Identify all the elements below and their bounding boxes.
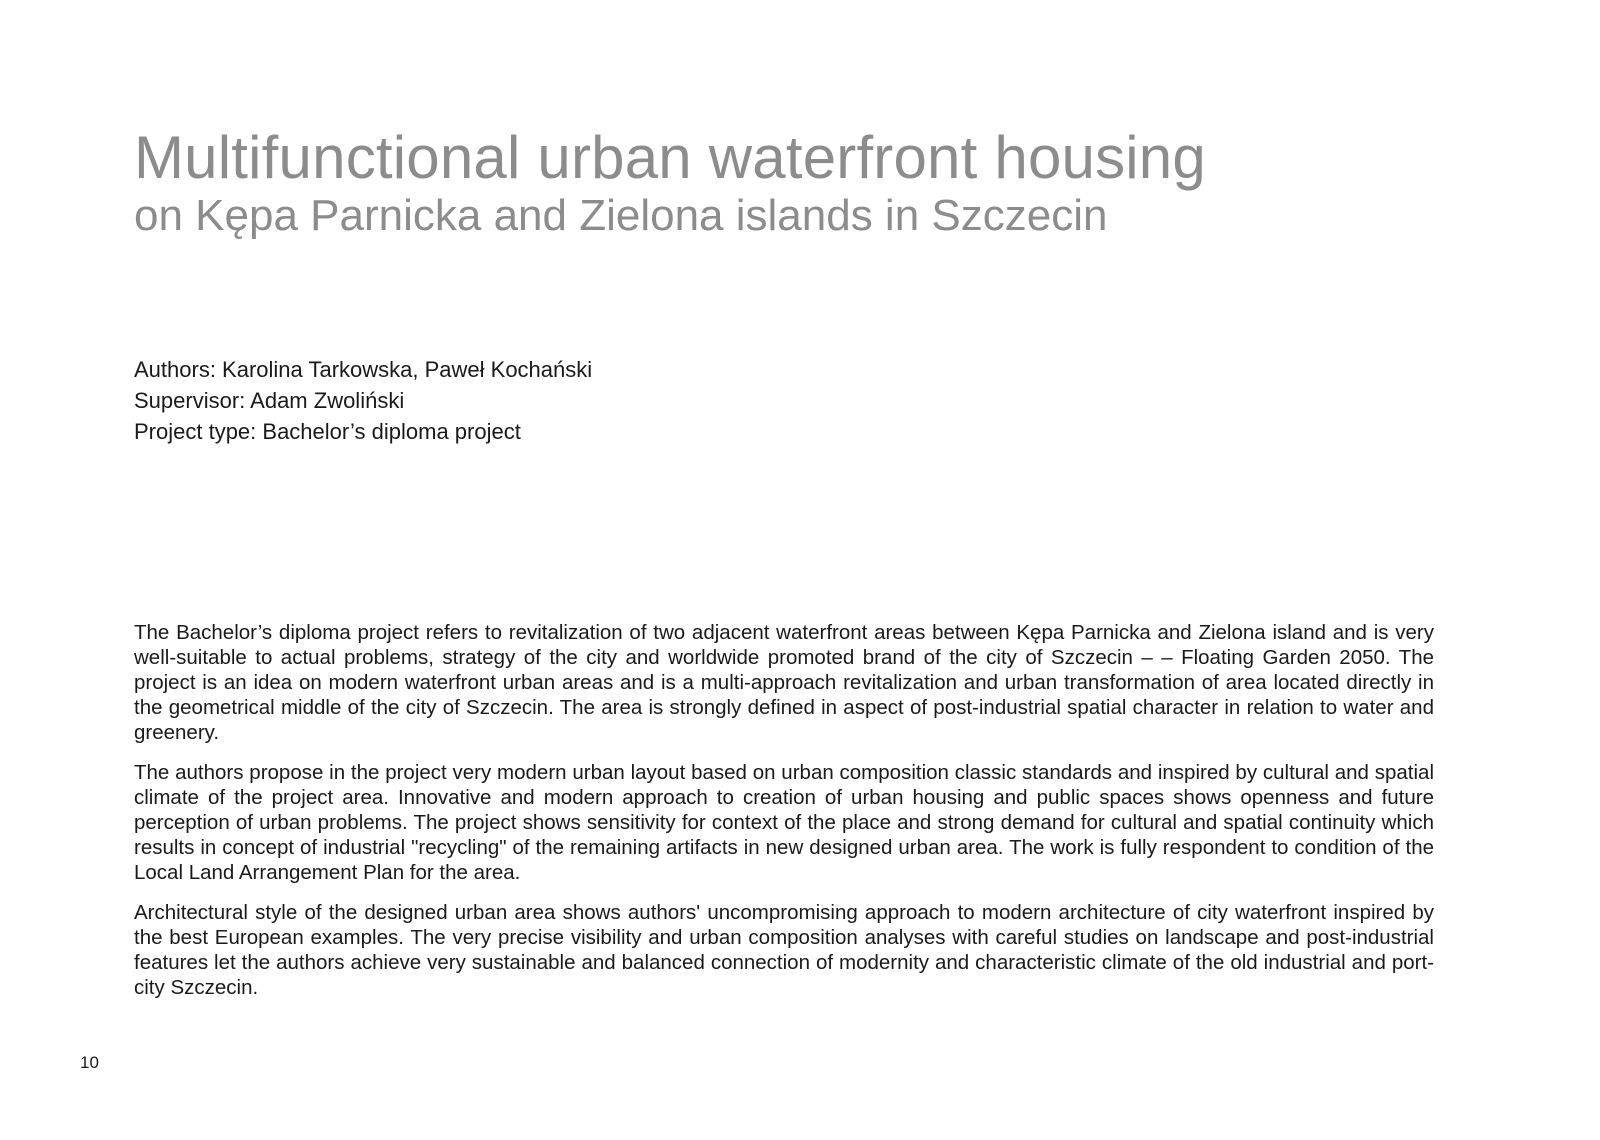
project-type-line: Project type: Bachelor’s diploma project [134, 419, 521, 444]
supervisor-line: Supervisor: Adam Zwoliński [134, 388, 405, 413]
body-paragraph-3: Architectural style of the designed urban area shows authors' uncompromising approach to modern architecture of city waterfront inspired by the best European examples. The very precise visibility and urban composition analyses with careful studies on landscape and post-industrial features let the authors achieve very sustainable and balanced connection of modernity and characteristic climate of the old industrial and port-city Szczecin. [134, 901, 1434, 999]
body-paragraph-2: The authors propose in the project very modern urban layout based on urban composition classic standards and inspired by cultural and spatial climate of the project area. Innovative and modern approach to creation of urban housing and public spaces shows openness and future perception of urban problems. The project shows sensitivity for context of the place and strong demand for cultural and spatial continuity which results in concept of industrial "recycling" of the remaining artifacts in new designed urban area. The work is fully respondent to condition of the Local Land Arrangement Plan for the area. [134, 761, 1434, 884]
body-text [134, 620, 1434, 1015]
title-block [134, 125, 1434, 241]
authors-line: Authors: Karolina Tarkowska, Paweł Kochański [134, 357, 593, 382]
page-number: 10 [80, 1053, 99, 1072]
page-subtitle: on Kępa Parnicka and Zielona islands in Szczecin [134, 191, 1108, 240]
body-paragraph-1: The Bachelor’s diploma project refers to revitalization of two adjacent waterfront areas between Kępa Parnicka and Zielona island and is very well-suitable to actual problems, strategy of the city and worldwide promoted brand of the city of Szczecin – – Floating Garden 2050. The project is an idea on modern waterfront urban areas and is a multi-approach revitalization and urban transformation of area located directly in the geometrical middle of the city of Szczecin. The area is strongly defined in aspect of post-industrial spatial character in relation to water and greenery. [134, 621, 1434, 744]
project-meta [134, 354, 1034, 447]
page-title: Multifunctional urban waterfront housing [134, 124, 1206, 191]
